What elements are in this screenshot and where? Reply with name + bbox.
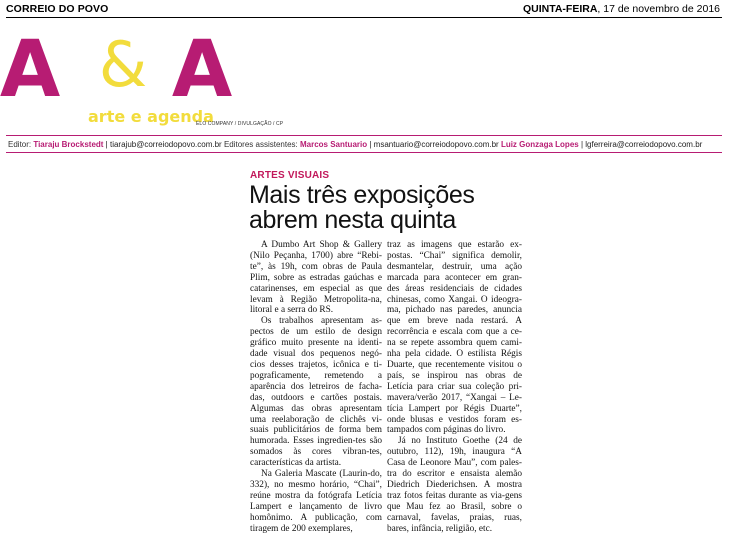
article-paragraph: A Dumbo Art Shop & Gallery (Nilo Peçanha, 1700) abre “Rebi-te”, às 19h, com obras de Paula Plim, sobre as estradas gaúchas e catarinenses, em especial as que levam à Região Metropolita-na, litoral e a serra do RS. <box>250 240 382 316</box>
assistant-editor-1-email: | msantuario@correiodopovo.com.br <box>367 140 501 149</box>
photo-credit: ELO COMPANY / DIVULGAÇÃO / CP <box>196 121 284 127</box>
assistant-editor-1-name: Marcos Santuario <box>299 140 368 149</box>
article-column-1 <box>250 240 382 534</box>
logo-letter-a-right: A <box>171 25 233 115</box>
issue-date <box>523 3 720 15</box>
logo-ampersand: & <box>98 28 148 101</box>
article-column-2 <box>387 240 522 534</box>
logo-letter-a-left: A <box>0 25 61 115</box>
article-headline <box>249 183 549 233</box>
masthead-rule <box>6 17 722 18</box>
article-paragraph: Os trabalhos apresentam as-pectos de um estilo de design gráfico muito presente na identi-dade visual dos pequenos negó-cios desses trajetos, icônica e ti-pograficamente, remetendo a aparência dos letreiros de facha-das, outdoors e cartões postais. Algumas das obras apresentam uma reelaboração de clichês vi-suais publicitários de forma bem humorada. Esses ingredien-tes são somados às cores vibran-tes, características da artista. <box>250 316 382 469</box>
section-label: ARTES VISUAIS <box>250 170 330 181</box>
editor-email: | tiarajub@correiodopovo.com.br <box>103 140 224 149</box>
editor-name: Tiaraju Brockstedt <box>33 140 104 149</box>
assistant-editor-2-email: | lgferreira@correiodopovo.com.br <box>578 140 703 149</box>
article-paragraph: Na Galeria Mascate (Laurin-do, 332), no mesmo horário, “Chai”, reúne mostra da fotógrafa Letícia Lampert e lançamento de livro homônimo. A publicação, com tiragem de 200 exemplares, <box>250 469 382 534</box>
issue-weekday: QUINTA-FEIRA <box>522 3 598 15</box>
assistant-editor-2-name: Luiz Gonzaga Lopes <box>500 140 579 149</box>
editor-label: Editor: <box>8 140 34 149</box>
band-rule-top <box>6 135 722 136</box>
section-logo <box>0 20 276 130</box>
editors-line <box>8 140 702 149</box>
assistant-editors-label: Editores assistentes: <box>223 140 300 149</box>
headline-line-2: abrem nesta quinta <box>249 206 456 234</box>
band-rule-bottom <box>6 152 722 153</box>
logo-graphic <box>0 20 276 130</box>
issue-date-text: , 17 de novembro de 2016 <box>597 3 720 15</box>
article-paragraph: traz as imagens que estarão ex-postas. “Chai” significa demolir, desmantelar, destruir, uma ação marcada para acontecer em gran-des áreas residenciais de cidades chinesas, como Xangai. O ideogra-ma, pichado nas paredes, anuncia que em breve nada restará. A recorrência e escala com que a ce-na se repete assombra quem cami-nha pela cidade. O estilista Régis Duarte, que recentemente visitou o país, se inspirou nas obras de Letícia para criar sua coleção pri-mavera/verão 2017, “Xangai – Le-tícia Lampert por Régis Duarte”, onde blusas e vestidos foram es-tampados com páginas do livro. <box>387 240 522 436</box>
article-paragraph: Já no Instituto Goethe (24 de outubro, 112), 19h, inaugura “A Casa de Leonore Mau”, com pales-tra do escritor e ensaista alemão Diedrich Diederichsen. A mostra traz fotos feitas durante as via-gens que Mau fez ao Brasil, sobre o carnaval, favelas, praias, ruas, bares, infância, religião, etc. <box>387 436 522 534</box>
headline-line-1: Mais três exposições <box>249 181 475 209</box>
newspaper-name: CORREIO DO POVO <box>6 3 109 15</box>
logo-tagline: arte e agenda <box>88 107 214 126</box>
